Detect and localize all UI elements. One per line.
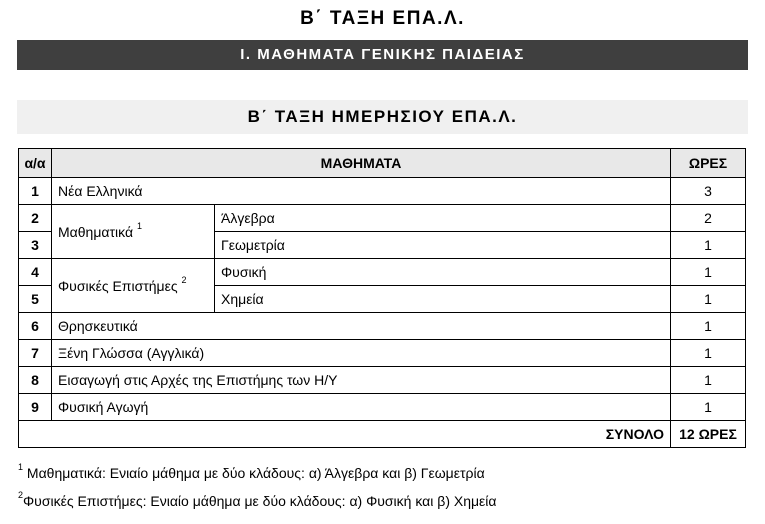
hours-cell: 2 [671,205,746,232]
row-num: 4 [19,259,52,286]
table-row [19,259,746,286]
page-title: Β΄ ΤΑΞΗ ΕΠΑ.Λ. [300,8,465,29]
table-row [19,205,746,232]
hours-cell: 3 [671,178,746,205]
table-row [19,313,746,340]
row-num: 2 [19,205,52,232]
row-num: 1 [19,178,52,205]
row-num: 3 [19,232,52,259]
hours-cell: 1 [671,394,746,421]
subject-group-label: Φυσικές Επιστήμες [58,277,178,294]
subject-cell: Νέα Ελληνικά [52,178,671,205]
table-header-row [19,149,746,178]
row-num: 8 [19,367,52,394]
branch-cell: Χημεία [215,286,671,313]
footnote-text: Φυσικές Επιστήμες: Ενιαίο μάθημα με δύο κλάδους: α) Φυσική και β) Χημεία [23,493,497,509]
row-num: 7 [19,340,52,367]
total-value: 12 ΩΡΕΣ [671,421,746,448]
header-subjects: ΜΑΘΗΜΑΤΑ [52,149,671,178]
hours-cell: 1 [671,340,746,367]
hours-cell: 1 [671,286,746,313]
section-header: Ι. ΜΑΘΗΜΑΤΑ ΓΕΝΙΚΗΣ ΠΑΙΔΕΙΑΣ [17,40,748,70]
subject-cell: Φυσική Αγωγή [52,394,671,421]
branch-cell: Φυσική [215,259,671,286]
subject-cell: Ξένη Γλώσσα (Αγγλικά) [52,340,671,367]
table-row [19,178,746,205]
branch-cell: Γεωμετρία [215,232,671,259]
total-label: ΣΥΝΟΛΟ [19,421,671,448]
footnote-1 [18,462,485,481]
table-row [19,340,746,367]
curriculum-table [18,148,746,448]
table-row [19,394,746,421]
class-subheader: Β΄ ΤΑΞΗ ΗΜΕΡΗΣΙΟΥ ΕΠΑ.Λ. [17,100,748,134]
footnote-mark: 2 [18,490,24,500]
row-num: 6 [19,313,52,340]
subject-cell: Θρησκευτικά [52,313,671,340]
footnote-ref: 1 [136,220,142,231]
hours-cell: 1 [671,259,746,286]
footnote-2 [18,490,497,509]
subject-cell: Εισαγωγή στις Αρχές της Επιστήμης των Η/Υ [52,367,671,394]
footnote-ref: 2 [181,274,187,285]
subject-group-label: Μαθηματικά [58,223,134,240]
table-row [19,367,746,394]
subject-group-cell [52,259,215,313]
subject-group-cell [52,205,215,259]
hours-cell: 1 [671,313,746,340]
row-num: 9 [19,394,52,421]
hours-cell: 1 [671,232,746,259]
footnote-mark: 1 [18,462,24,472]
total-row [19,421,746,448]
hours-cell: 1 [671,367,746,394]
header-hours: ΩΡΕΣ [671,149,746,178]
row-num: 5 [19,286,52,313]
footnote-text: Μαθηματικά: Ενιαίο μάθημα με δύο κλάδους: α) Άλγεβρα και β) Γεωμετρία [26,465,485,481]
branch-cell: Άλγεβρα [215,205,671,232]
header-num: α/α [19,149,52,178]
